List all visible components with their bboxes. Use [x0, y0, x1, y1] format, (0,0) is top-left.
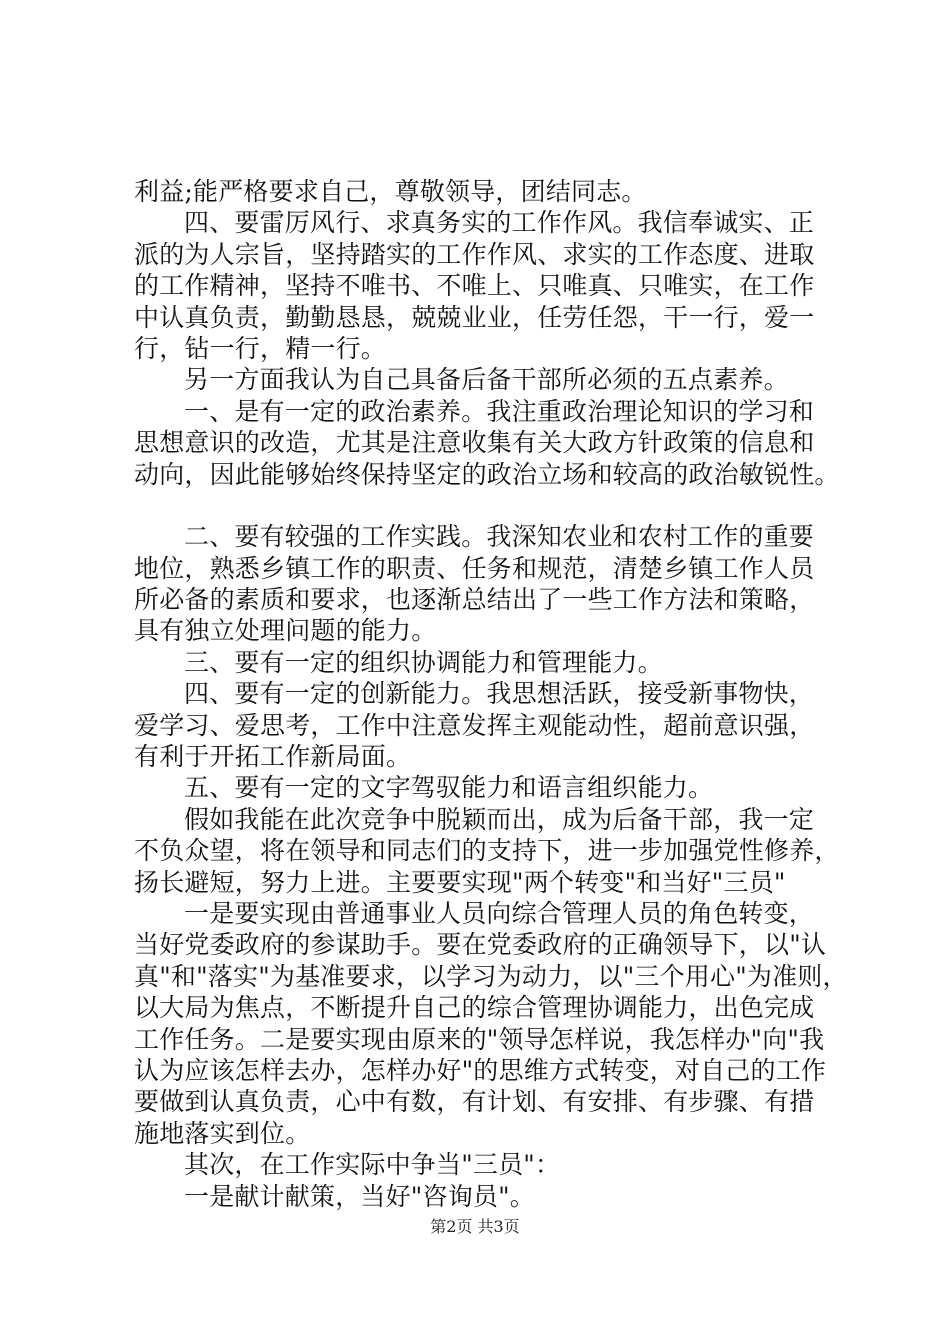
blank-line	[134, 490, 854, 521]
text-line: 地位，熟悉乡镇工作的职责、任务和规范，清楚乡镇工作人员	[134, 553, 815, 583]
text-line: 二、要有较强的工作实践。我深知农业和农村工作的重要	[184, 522, 815, 552]
text-line: 以大局为焦点，不断提升自己的综合管理协调能力，出色完成	[134, 993, 815, 1023]
text-line: 四、要有一定的创新能力。我思想活跃，接受新事物快，	[184, 679, 815, 709]
text-line: 当好党委政府的参谋助手。要在党委政府的正确领导下，以"认	[134, 930, 827, 960]
text-line: 工作任务。二是要实现由原来的"领导怎样说，我怎样办"向"我	[134, 1024, 825, 1054]
text-line: 真"和"落实"为基准要求，以学习为动力，以"三个用心"为准则，	[134, 961, 848, 991]
text-line: 有利于开拓工作新局面。	[134, 742, 412, 772]
text-line: 一、是有一定的政治素养。我注重政治理论知识的学习和	[184, 396, 815, 426]
text-line: 三、要有一定的组织协调能力和管理能力。	[184, 647, 663, 677]
text-line: 的工作精神，坚持不唯书、不唯上、只唯真、只唯实，在工作	[134, 271, 815, 301]
text-line: 不负众望，将在领导和同志们的支持下，进一步加强党性修养，	[134, 836, 840, 866]
text-line: 派的为人宗旨，坚持踏实的工作作风、求实的工作态度、进取	[134, 239, 815, 269]
text-line: 具有独立处理问题的能力。	[134, 616, 437, 646]
page-footer: 第2页 共3页	[430, 1217, 520, 1236]
text-line: 另一方面我认为自己具备后备干部所必须的五点素养。	[184, 365, 789, 395]
text-line: 施地落实到位。	[134, 1118, 311, 1148]
text-line: 思想意识的改造，尤其是注意收集有关大政方针政策的信息和	[134, 428, 815, 458]
text-line: 假如我能在此次竞争中脱颖而出，成为后备干部，我一定	[184, 804, 815, 834]
text-line: 中认真负责，勤勤恳恳，兢兢业业，任劳任怨，干一行，爱一	[134, 302, 815, 332]
text-line: 利益;能严格要求自己，尊敬领导，团结同志。	[134, 177, 647, 206]
text-line: 爱学习、爱思考，工作中注意发挥主观能动性，超前意识强，	[134, 710, 815, 740]
text-line: 认为应该怎样去办，怎样办好"的思维方式转变，对自己的工作	[134, 1055, 827, 1085]
text-line: 要做到认真负责，心中有数，有计划、有安排、有步骤、有措	[134, 1087, 815, 1117]
text-line: 四、要雷厉风行、求真务实的工作作风。我信奉诚实、正	[184, 208, 815, 238]
text-line: 动向，因此能够始终保持坚定的政治立场和较高的政治敏锐性。	[134, 459, 840, 489]
text-line: 一是献计献策，当好"咨询员"。	[184, 1181, 535, 1211]
text-line: 所必备的素质和要求，也逐渐总结出了一些工作方法和策略，	[134, 585, 815, 615]
text-line: 行，钻一行，精一行。	[134, 333, 387, 363]
text-line: 一是要实现由普通事业人员向综合管理人员的角色转变，	[184, 898, 815, 928]
document-body	[134, 176, 854, 1212]
text-line: 扬长避短，努力上进。主要要实现"两个转变"和当好"三员"	[134, 867, 786, 897]
text-line: 五、要有一定的文字驾驭能力和语言组织能力。	[184, 773, 714, 803]
text-line: 其次，在工作实际中争当"三员"：	[184, 1150, 561, 1180]
